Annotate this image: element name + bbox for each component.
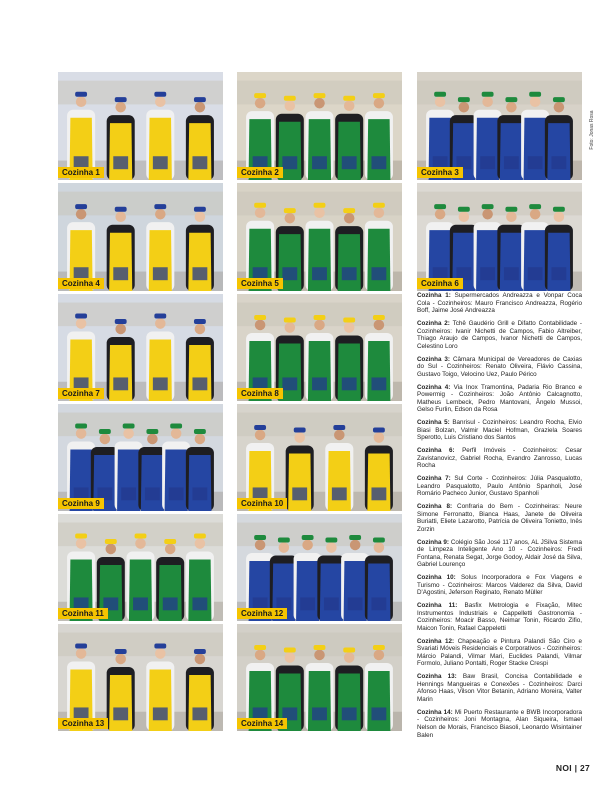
entry-text: Basfix Metrologia e Fixação, Mitec Instrumentos Industriais e Cappelletti Gastronomia - Cozinheiros: Moacir Basso, Neimar Tonin, Ricardo Zifio, Maicon Tonin, Rafael Cappeletti [417, 602, 583, 632]
photo-caption: Cozinha 11 [58, 608, 108, 619]
entry-text: Sul Corte - Cozinheiros: Júlia Pasqualotto, Leandro Pasqualotto, Paulo Antônio Spanholi, José Romário Pacheco Junior, Gustavo Spanholi [417, 475, 582, 498]
photo-caption: Cozinha 7 [58, 388, 104, 399]
entry-label: Cozinha 1: [417, 292, 451, 299]
team-photo-13 [58, 624, 223, 731]
team-photo-3 [417, 72, 582, 180]
cozinha-entry [417, 673, 582, 703]
cozinha-entry [417, 539, 582, 569]
photo-credit: Foto: Jonas Rosa [589, 110, 595, 150]
entry-label: Cozinha 8: [417, 502, 453, 510]
team-photo-1 [58, 72, 223, 180]
entry-text: Colégio São José 117 anos, AL JSilva Sistema de Limpeza Inteligente Ano 10 - Cozinheiros: Fredi Fontana, Renata Segat, Jorge Godoy, Aldair José da Silva, Gabriel Lourenço [417, 538, 582, 569]
entry-label: Cozinha 14: [417, 708, 453, 716]
team-photo-14 [237, 624, 402, 731]
entry-text: Chapeação e Pintura Palandi São Ciro e Svariati Móveis Residenciais e Corporativos - Cozinheiros: Márcio Palandi, Vilmar Mari, Euclides Palandi, Vilmar Formolo, Juliano Pontalti, Roger Stacke Crespi [417, 637, 582, 668]
photo-caption: Cozinha 2 [237, 167, 283, 178]
entry-text: Baw Brasil, Concisa Contabilidade e Hennings Mangueiras e Conexões - Cozinheiros: Darci Afonso Haas, Vilson Vitor Betanin, Adriano Moreira, Valter Marin [417, 673, 583, 703]
cozinha-entry [417, 292, 582, 315]
magazine-name: NOI [555, 763, 572, 773]
entry-text: Tchê Gaudério Grill e Difatto Contabilidade - Cozinheiros: Ivanir Nichetti de Campos, Fabio Altreiber, Thiago Araujo de Campos, Ivanor Nichetti de Campos, Celestino Loro [417, 319, 582, 350]
entry-label: Cozinha 4: [417, 383, 451, 391]
page-footer [556, 763, 590, 773]
team-photo-2 [237, 72, 402, 180]
team-photo-10 [237, 404, 402, 511]
entry-text: Mi Puerto Restaurante e BWB Incorporadora - Cozinheiros: Joni Montagna, Alan Siqueira, Ismael Nelson de Morais, Francisco Biasoli, Leonardo Wisintainer Balen [417, 708, 582, 739]
entry-label: Cozinha 3: [417, 355, 451, 363]
entry-label: Cozinha 5: [417, 419, 450, 427]
entry-label: Cozinha 7: [417, 475, 451, 482]
team-photo-7 [58, 294, 223, 401]
team-photo-6 [417, 183, 582, 291]
cozinha-entry [417, 638, 582, 668]
entry-text: Câmara Municipal de Vereadores de Caxias do Sul - Cozinheiros: Renato Oliveira, Flávio Cassina, Gustavo Toigo, Velocino Uez, Paulo Périco [417, 355, 582, 378]
cozinha-entry [417, 574, 582, 597]
entry-text: Supermercados Andreazza e Vonpar Coca Cola - Cozinheiros: Mauro Francisco Andreazza, Rogério Boff, Jaime José Andreazza [417, 292, 582, 315]
photo-caption: Cozinha 9 [58, 498, 104, 509]
footer-separator: | [574, 763, 578, 773]
photo-caption: Cozinha 4 [58, 278, 104, 289]
entry-label: Cozinha 6: [417, 447, 455, 455]
entry-text: Solus Incorporadora e Fox Viagens e Turismo - Cozinheiros: Marcos Valderez da Silva, David D'Agostini, Jeferson Reginato, Renato Müller [417, 574, 582, 597]
cozinha-entry [417, 475, 582, 498]
photo-caption: Cozinha 14 [237, 718, 287, 729]
cozinha-entry [417, 419, 582, 442]
cozinha-entry [417, 384, 582, 414]
entry-text: Perfil Imóveis - Cozinheiros: Cesar Zavistanovicz, Gabriel Rocha, Evandro Zanrosso, Lucas Rocha [417, 447, 583, 470]
team-photo-5 [237, 183, 402, 291]
entry-label: Cozinha 2: [417, 319, 450, 327]
photo-caption: Cozinha 1 [58, 167, 104, 178]
photo-caption: Cozinha 10 [237, 498, 287, 509]
captions-column [417, 292, 582, 744]
cozinha-entry [417, 320, 582, 350]
team-photo-12 [237, 514, 402, 621]
entry-label: Cozinha 10: [417, 574, 456, 582]
entry-text: Confraria do Bem - Cozinheiras: Neure Simone Ferronatto, Bianca Haas, Janete de Oliveira Buriatti, Eliete Lazarotto, Patrícia de Oliveira Tonietto, Inês Zorzin [417, 502, 583, 533]
team-photo-9 [58, 404, 223, 511]
cozinha-entry [417, 503, 582, 533]
photo-caption: Cozinha 13 [58, 718, 108, 729]
cozinha-entry [417, 602, 582, 632]
photo-caption: Cozinha 3 [417, 167, 463, 178]
cozinha-entry [417, 709, 582, 739]
entry-label: Cozinha 11: [417, 602, 458, 610]
cozinha-entry [417, 356, 582, 379]
photo-caption: Cozinha 5 [237, 278, 283, 289]
team-photo-4 [58, 183, 223, 291]
photo-caption: Cozinha 8 [237, 388, 283, 399]
entry-text: Via Inox Tramontina, Padaria Rio Branco e Powermig - Cozinheiros: João Antônio Calcagnotto, Matheus Lembeck, Pedro Mantovani, Ângelo Mussoi, Gelso Furlin, Edson da Rosa [417, 383, 582, 414]
entry-label: Cozinha 12: [417, 637, 455, 645]
cozinha-entry [417, 447, 582, 470]
photo-caption: Cozinha 6 [417, 278, 463, 289]
entry-text: Banrisul - Cozinheiros: Leandro Rocha, Elvio Biasi Bolzan, Valmir Maciel Hofman, Graziela Soares Sperotto, Luis Cristiano dos Santos [417, 419, 582, 442]
team-photo-11 [58, 514, 223, 621]
entry-label: Cozinha 9: [417, 538, 449, 546]
team-photo-8 [237, 294, 402, 401]
page-number: 27 [579, 763, 590, 773]
entry-label: Cozinha 13: [417, 673, 457, 681]
photo-caption: Cozinha 12 [237, 608, 287, 619]
